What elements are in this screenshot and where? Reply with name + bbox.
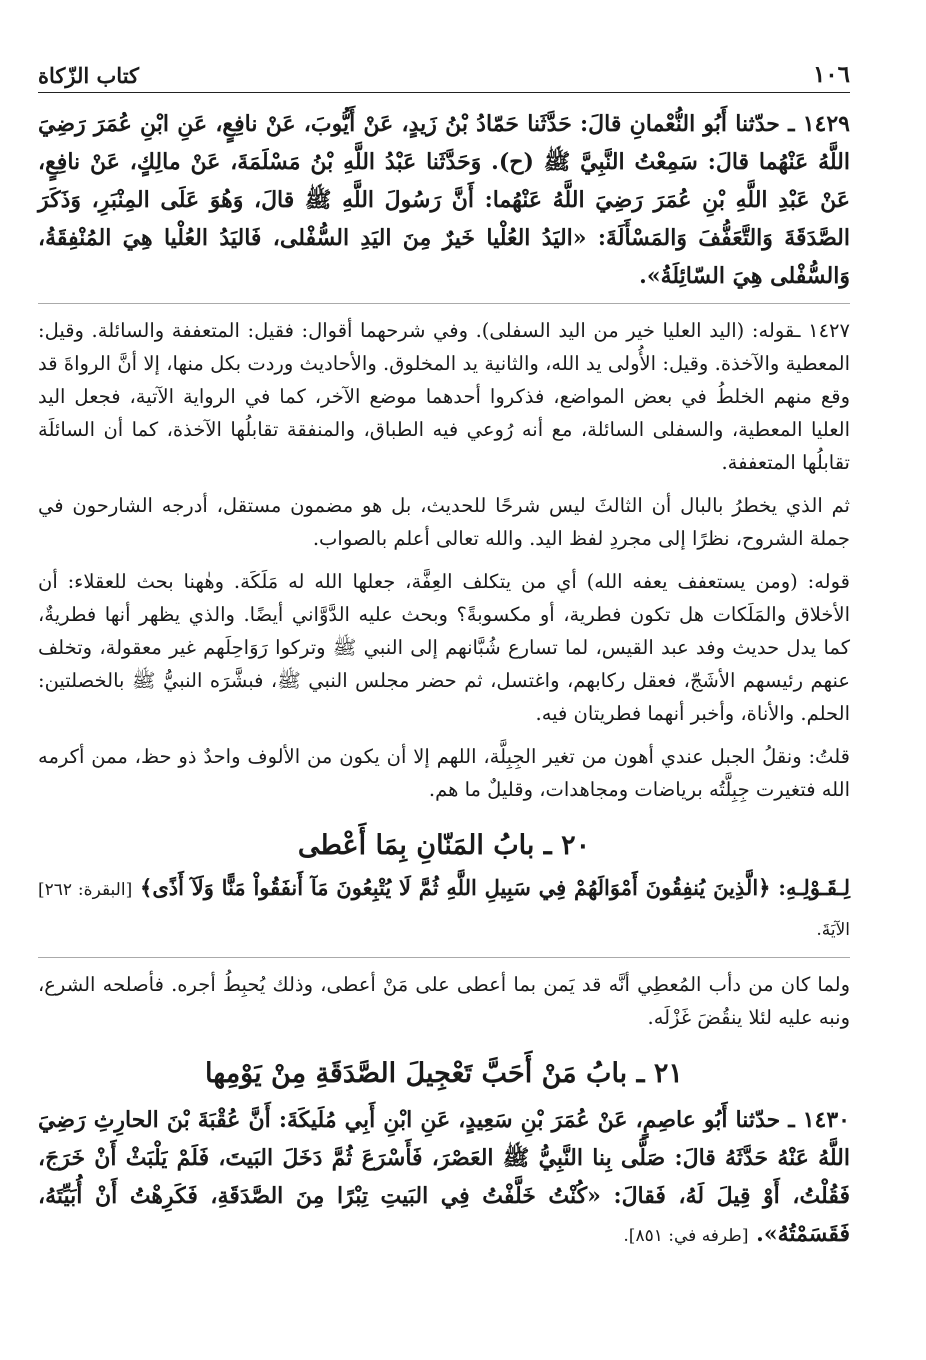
hadith-reference: [طرفه في: ٨٥١]. [623,1226,749,1246]
section-divider [38,957,850,958]
running-header [38,52,850,93]
hadith-1430-text: ١٤٣٠ ـ حدّثنا أَبُو عاصِمٍ، عَنْ عُمَرَ بْنِ سَعِيدٍ، عَنِ ابْنِ أَبِي مُلَيكَةَ: أَنَّ عُقْبَةَ بْنَ الحارِثِ رَضِيَ اللَّهُ عَنْهُ حَدَّثَهُ قالَ: صَلَّى بِنا النَّبِيُّ ﷺ العَصْرَ، فَأَسْرَعَ ثُمَّ دَخَلَ البَيتَ، فَلَمْ يَلْبَثْ أَنْ خَرَجَ، فَقُلْتُ، أَوْ قِيلَ لَهُ، فَقالَ: «كُنْتُ خَلَّفْتُ فِي البَيتِ تِبْرًا مِنَ الصَّدَقَةِ، فَكَرِهْتُ أَنْ أُبَيِّتَهُ، فَقَسَمْتُهُ». [38,1107,850,1247]
page-number: ١٠٦ [812,61,850,88]
chapter-21-title: ٢١ ـ بابُ مَنْ أَحَبَّ تَعْجِيلَ الصَّدَقَةِ مِنْ يَوْمِها [205,1058,683,1089]
quran-reference: [البقرة: ٢٦٢] الآيَةَ. [38,880,850,940]
commentary-paragraph: ١٤٢٧ ـقوله: (اليد العليا خير من اليد السفلى). وفي شرحهما أقوال: فقيل: المتعففة والسائلة. وقيل: المعطية والآخذة. وقيل: الأُولى يد الله، والثانية يد المخلوق. والأحاديث وردت بكل منها، إلا أنَّ الرواةَ قد وقع منهم الخلطُ في بعض المواضع، فذكروا أحدهما موضع الآخر، كما في الرواية الآتية، فجعل اليد العليا المعطية، والسفلى السائلة، مع أنه رُوعي فيه الطباق، والمنفقة تقابلُها الآخذة، كما أن السائلَة تقابلُها المتعففة. [38,319,850,474]
hadith-1430 [38,1101,850,1255]
book-page [38,52,850,1255]
section-divider [38,303,850,304]
commentary-paragraph: قوله: (ومن يستعفف يعفه الله) أي من يتكلف العِفَّة، جعلها الله له مَلَكَة. وهٰهنا بحث للعقلاء: أن الأخلاق والمَلَكات هل تكون فطرية، أو مكسوبةً؟ وبحث عليه الدَّوَّاني أيضًا. والذي يظهر أنها فطريةٌ، كما يدل حديث وفد عبد القيس، لما تسارع شُبَّانهم إلى النبي ﷺ وتركوا رَوَاحِلَهم غير معقولة، وتخلف عنهم رئيسهم الأشَجّ، فعقل ركابهم، واغتسل، ثم حضر مجلس النبي ﷺ، فبشَّرَه النبيُّ ﷺ بالخصلتين: الحلم. والأناة، وأخبر أنهما فطريتان فيه. [38,570,850,725]
commentary-paragraph: قلتُ: ونقلُ الجبل عندي أهون من تغير الجِبِلَّة، اللهم إلا أن يكون من الألوف واحدٌ ذو حظ، ممن أكرمه الله فتغيرت جِبِلَّتُه برياضات ومجاهدات، وقليلٌ ما هم. [38,745,850,801]
book-title: كتاب الزّكاة [38,63,140,88]
hadith-1429: ١٤٢٩ ـ حدّثنا أَبُو النُّعْمانِ قالَ: حَدَّثَنا حَمّادُ بْنُ زَيدٍ، عَنْ أَيُّوبَ، عَنْ نافِعٍ، عَنِ ابْنِ عُمَرَ رَضِيَ اللَّهُ عَنْهُما قالَ: سَمِعْتُ النَّبِيَّ ﷺ (ح). وَحَدَّثَنا عَبْدُ اللَّهِ بْنُ مَسْلَمَةَ، عَنْ مالِكٍ، عَنْ نافِعٍ، عَنْ عَبْدِ اللَّهِ بْنِ عُمَرَ رَضِيَ اللَّهُ عَنْهُما: أَنَّ رَسُولَ اللَّهِ ﷺ قالَ، وَهُوَ عَلَى المِنْبَرِ، وَذَكَرَ الصَّدَقَةَ وَالتَّعَفُّفَ وَالمَسْأَلَةَ: «اليَدُ العُلْيا خَيرٌ مِنَ اليَدِ السُّفْلى، فَاليَدُ العُلْيا هِيَ المُنْفِقَةُ، وَالسُّفْلى هِيَ السّائِلَةُ». [38,111,850,289]
chapter-20-commentary: ولما كان من دأب المُعطِي أنَّه قد يَمن بما أعطى على مَنْ أعطى، وذلك يُحبِطُ أجره. فأصلحه الشرع، ونبه عليه لئلا ينقُضَ غَزْلَه. [38,973,850,1029]
quran-text: لِـقَـوْلِـهِ: ﴿الَّذِينَ يُنفِقُونَ أَمْوَالَهُمْ فِي سَبِيلِ اللَّهِ ثُمَّ لَا يُتْبِعُونَ مَآ أَنفَقُواْ مَنًّا وَلَآ أَذًى﴾ [140,875,851,900]
chapter-20-title: ٢٠ ـ بابُ المَنّانِ بِمَا أَعْطى [297,830,591,861]
commentary-paragraph: ثم الذي يخطرُ بالبال أن الثالثَ ليس شرحًا للحديث، بل هو مضمون مستقل، أدرجه الشارحون في جملة الشروح، نظرًا إلى مجردِ لفظ اليد. والله تعالى أعلم بالصواب. [38,494,850,550]
quran-verse [38,869,850,949]
